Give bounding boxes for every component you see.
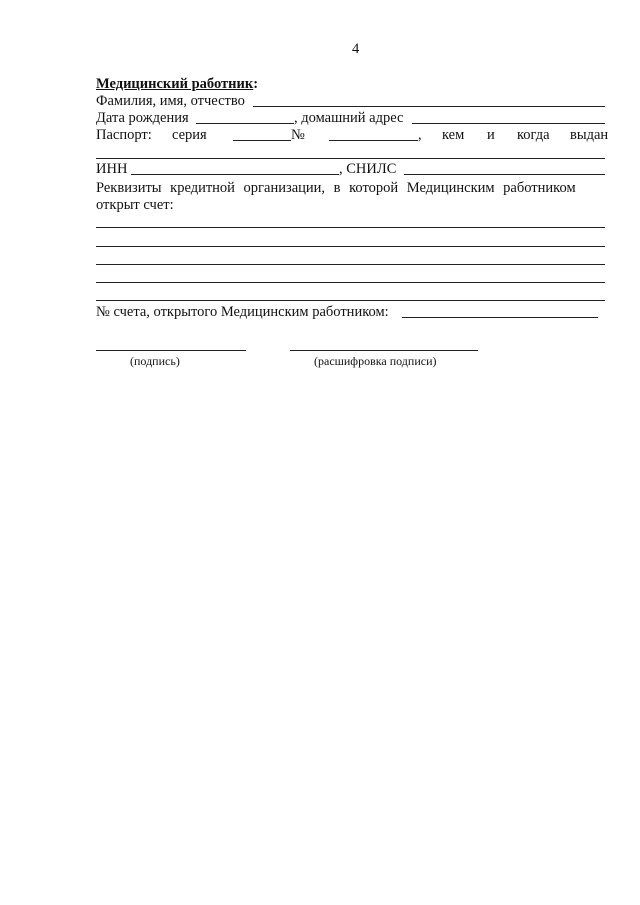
signature-caption: (подпись) [130, 354, 180, 368]
signature-decode-field-line[interactable] [290, 350, 478, 351]
signature-field-line[interactable] [96, 350, 246, 351]
birth-date-label: Дата рождения [96, 110, 189, 126]
passport-comma: , [418, 127, 422, 143]
passport-issued-word-2: и [487, 127, 495, 143]
page-number: 4 [352, 41, 360, 57]
birth-date-field-line[interactable] [196, 123, 294, 124]
passport-number-field-line[interactable] [329, 140, 418, 141]
passport-issued-field-line[interactable] [96, 158, 605, 159]
address-label: , домашний адрес [294, 110, 404, 126]
requisites-field-line[interactable] [96, 227, 605, 228]
requisites-field-line[interactable] [96, 300, 605, 301]
section-heading-text: Медицинский работник [96, 76, 254, 92]
section-heading-colon: : [253, 76, 259, 92]
passport-issued-word-3: когда [517, 127, 550, 143]
signature-decode-caption: (расшифровка подписи) [314, 354, 437, 368]
fio-label: Фамилия, имя, отчество [96, 93, 245, 109]
inn-label: ИНН [96, 161, 128, 177]
account-label: № счета, открытого Медицинским работником: [96, 304, 389, 320]
requisites-field-line[interactable] [96, 264, 605, 265]
passport-label: Паспорт: [96, 127, 152, 143]
passport-series-field-line[interactable] [233, 140, 291, 141]
requisites-text-line-1: Реквизиты кредитной организации, в которой Медицинским работником [96, 180, 576, 196]
fio-field-line[interactable] [253, 106, 605, 107]
requisites-field-line[interactable] [96, 246, 605, 247]
passport-series-label: серия [172, 127, 207, 143]
snils-label: , СНИЛС [339, 161, 397, 177]
passport-issued-word-1: кем [442, 127, 465, 143]
requisites-text-line-2: открыт счет: [96, 197, 174, 213]
snils-field-line[interactable] [404, 174, 605, 175]
account-field-line[interactable] [402, 317, 598, 318]
passport-issued-word-4: выдан [570, 127, 609, 143]
section-heading [96, 76, 258, 92]
address-field-line[interactable] [412, 123, 605, 124]
requisites-field-line[interactable] [96, 282, 605, 283]
inn-field-line[interactable] [131, 174, 339, 175]
passport-number-sign: № [291, 127, 305, 143]
